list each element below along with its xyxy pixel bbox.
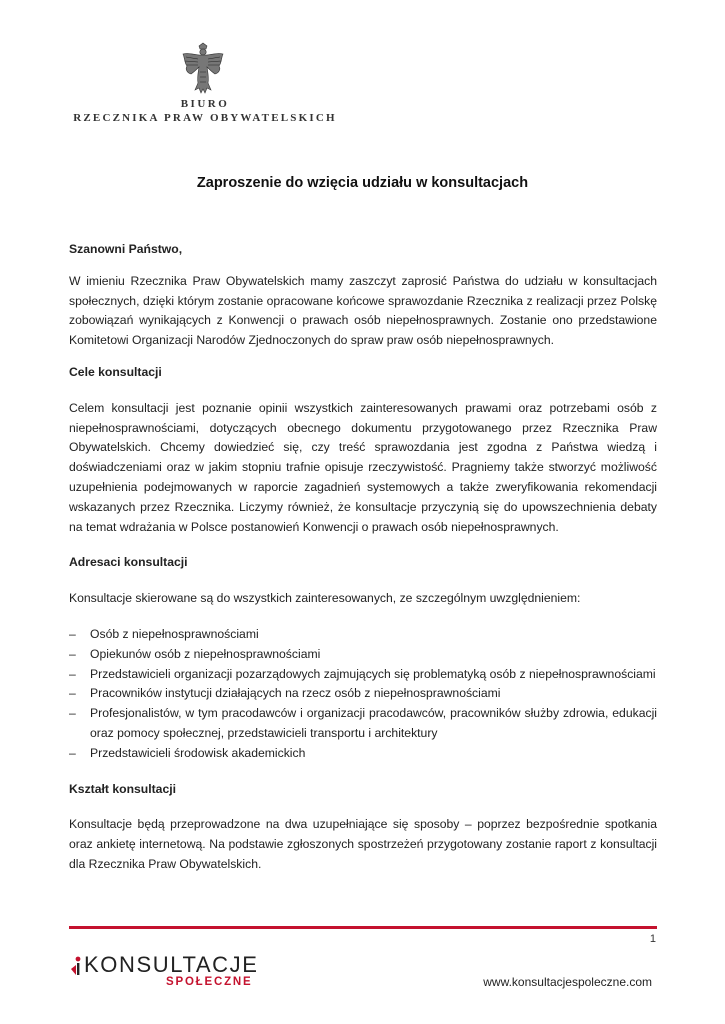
- intro-paragraph: W imieniu Rzecznika Praw Obywatelskich mamy zaszczyt zaprosić Państwa do udziału w konsultacjach społecznych, dzięki którym zostanie opracowane końcowe sprawozdanie Rzecznika z realizacji przez Polskę zobowiązań wynikających z Konwencji o prawach osób niepełnosprawnych. Zostanie ono przedstawione Komitetowi Organizacji Narodów Zjednoczonych do spraw praw osób niepełnosprawnych.: [69, 273, 657, 348]
- website-link[interactable]: www.konsultacjespoleczne.com: [483, 975, 652, 989]
- adresaci-paragraph: Konsultacje skierowane są do wszystkich zainteresowanych, ze szczególnym uwzględnieniem:: [69, 591, 581, 606]
- list-item: – Przedstawicieli organizacji pozarządowych zajmujących się problematyką osób z niepełnosprawnościami: [69, 665, 657, 685]
- list-bullet: –: [69, 706, 76, 721]
- ksztalt-paragraph: Konsultacje będą przeprowadzone na dwa uzupełniające się sposoby – poprzez bezpośrednie spotkania oraz ankietę internetową. Na podstawie zgłoszonych spostrzeżeń przygotowany zostanie raport z konsultacji dla Rzecznika Praw Obywatelskich.: [69, 817, 657, 871]
- list-item: – Opiekunów osób z niepełnosprawnościami: [69, 645, 657, 665]
- section-heading-adresaci: Adresaci konsultacji: [69, 555, 188, 570]
- addressee-list: [69, 625, 657, 764]
- list-item: – Przedstawicieli środowisk akademickich: [69, 744, 657, 764]
- list-bullet: –: [69, 646, 76, 661]
- list-bullet: –: [69, 666, 76, 681]
- section-heading-ksztalt: Kształt konsultacji: [69, 781, 177, 796]
- page-number: 1: [649, 933, 656, 945]
- list-bullet: –: [69, 686, 76, 701]
- konsultacje-logo: [70, 953, 290, 993]
- logo-mark-icon: [70, 956, 84, 976]
- org-line-1: BIURO: [180, 98, 230, 110]
- footer-divider: [69, 926, 657, 929]
- list-item: – Profesjonalistów, w tym pracodawców i organizacji pracodawców, pracowników służby zdrowia, edukacji oraz pomocy społecznej, przedstawicieli transportu i architektury: [69, 706, 657, 740]
- list-bullet: –: [69, 626, 76, 641]
- list-item: – Pracowników instytucji działających na rzecz osób z niepełnosprawnościami: [69, 684, 657, 704]
- logo-subtitle: SPOŁECZNE: [166, 976, 253, 988]
- cele-paragraph: Celem konsultacji jest poznanie opinii wszystkich zainteresowanych prawami oraz potrzebami osób z niepełnosprawnościami, dotyczących obecnego dokumentu przygotowanego przez Rzecznika Praw Obywatelskich. Chcemy dowiedzieć się, czy treść sprawozdania jest zgodna z Państwa wiedzą i doświadczeniami oraz w jakim stopniu trafnie opisuje rzeczywistość. Pragniemy także stworzyć możliwość uzupełnienia podejmowanych w raporcie zagadnień systemowych a także zweryfikowania rekomendacji wskazanych przez Rzecznika. Liczymy również, że konsultacje przyczynią się do upowszechnienia debaty na temat wdrażania w Polsce postanowień Konwencji o prawach osób niepełnosprawnych.: [69, 400, 657, 534]
- eagle-emblem-icon: [180, 42, 226, 96]
- document-body: [69, 240, 657, 875]
- logo-wordmark: KONSULTACJE: [84, 952, 259, 977]
- salutation: Szanowni Państwo,: [69, 242, 183, 256]
- list-item: – Osób z niepełnosprawnościami: [69, 625, 657, 645]
- section-heading-cele: Cele konsultacji: [69, 364, 162, 379]
- document-title: Zaproszenie do wzięcia udziału w konsultacjach: [196, 175, 529, 191]
- list-bullet: –: [69, 745, 76, 760]
- org-line-2: RZECZNIKA PRAW OBYWATELSKICH: [73, 112, 337, 124]
- institution-name: [0, 97, 410, 125]
